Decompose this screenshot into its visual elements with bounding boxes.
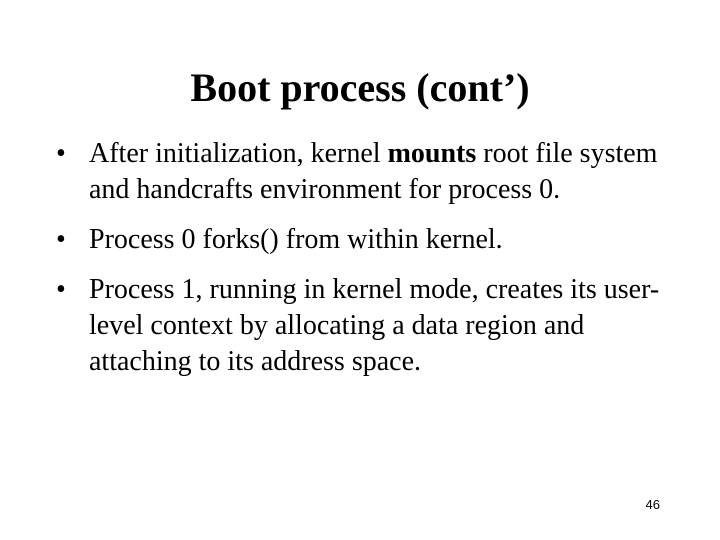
bullet-text-before: After initialization, kernel [89, 138, 388, 169]
page-number: 46 [645, 497, 660, 512]
bullet-text-emphasis: mounts [387, 138, 477, 169]
bullet-item-process-one [56, 272, 676, 380]
bullet-icon: • [56, 138, 66, 169]
bullet-text: Process 1, running in kernel mode, creates its user-level context by allocating a data region and attaching to its address space. [89, 274, 660, 377]
slide-title: Boot process (cont’) [190, 64, 530, 110]
bullet-text-after: root file system and handcrafts environment for process 0. [89, 138, 658, 205]
bullet-icon: • [56, 274, 66, 305]
bullet-list [56, 136, 676, 394]
bullet-item-kernel-mount [56, 136, 676, 208]
bullet-icon: • [56, 224, 66, 255]
bullet-text: Process 0 forks() from within kernel. [89, 224, 503, 255]
bullet-item-process-zero [56, 222, 676, 258]
